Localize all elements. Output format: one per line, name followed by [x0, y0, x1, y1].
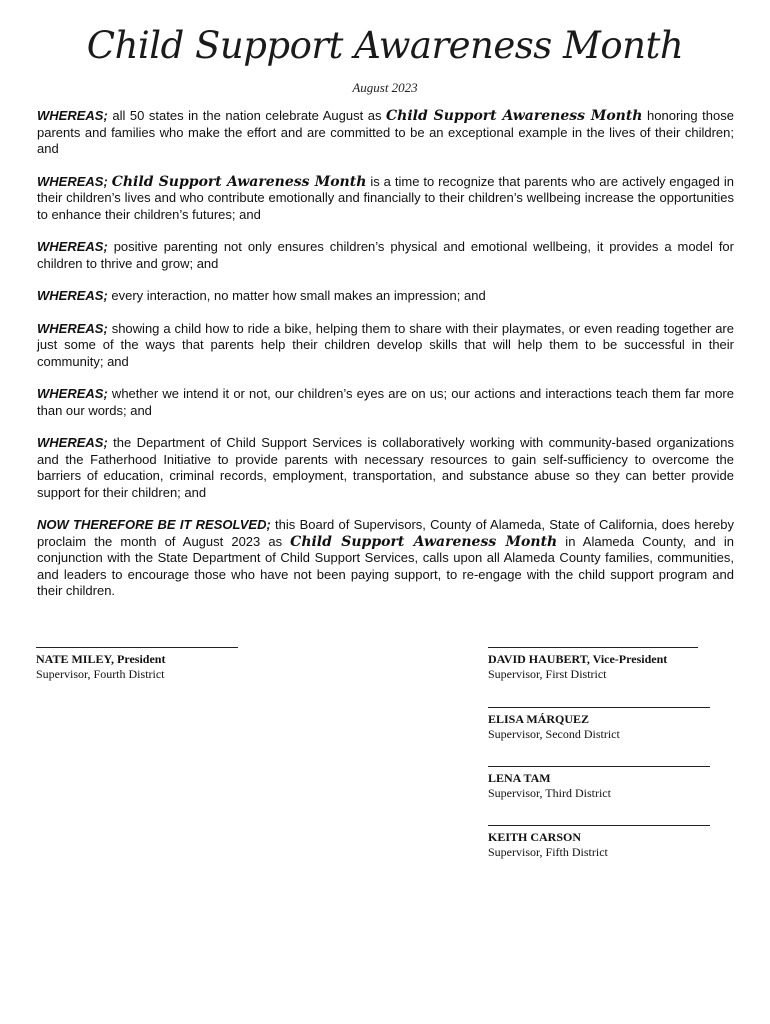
whereas-paragraph-7	[37, 435, 734, 501]
campaign-name: Child Support Awareness Month	[111, 173, 367, 190]
whereas-paragraph-5	[37, 321, 734, 371]
signature-block-carson	[488, 815, 710, 860]
paragraph-text: every interaction, no matter how small makes an impression; and	[107, 288, 486, 303]
paragraph-text: whether we intend it or not, our children’s eyes are on us; our actions and interactions teach them far more than our words; and	[37, 386, 734, 418]
whereas-paragraph-4	[37, 288, 734, 305]
signer-name: ELISA MÁRQUEZ	[488, 712, 590, 726]
paragraph-text: the Department of Child Support Services is collaboratively working with community-based organizations and the Fatherhood Initiative to provide parents with necessary resources to gain self-sufficiency to overcome the barriers of education, criminal records, employment, transportation, and substance abuse so they can better provide support for their children; and	[37, 435, 734, 500]
paragraph-text: positive parenting not only ensures children’s physical and emotional wellbeing, it provides a model for children to thrive and grow; and	[37, 239, 734, 271]
whereas-paragraph-2	[37, 174, 734, 224]
resolved-lead: NOW THEREFORE BE IT RESOLVED;	[37, 517, 271, 532]
signer-name: DAVID HAUBERT, Vice-President	[488, 652, 668, 666]
campaign-name: Child Support Awareness Month	[290, 533, 558, 550]
whereas-lead: WHEREAS;	[37, 108, 108, 123]
page-title: Child Support Awareness Month	[86, 24, 684, 67]
paragraph-text: showing a child how to ride a bike, helping them to share with their playmates, or even reading together are just some of the ways that parents help their children develop skills that will help them to be successful in their community; and	[37, 320, 734, 369]
whereas-lead: WHEREAS;	[37, 173, 108, 189]
signer-role: Supervisor, Third District	[488, 786, 611, 800]
signer-role: Supervisor, Fourth District	[36, 667, 165, 681]
signature-line	[488, 697, 710, 708]
signature-block-tam	[488, 756, 710, 801]
signature-block-miley	[36, 637, 238, 682]
whereas-paragraph-1	[37, 108, 734, 158]
signer-name: KEITH CARSON	[488, 830, 582, 844]
signature-line	[488, 815, 710, 826]
whereas-lead: WHEREAS;	[37, 435, 108, 450]
signature-block-marquez	[488, 697, 710, 742]
campaign-name: Child Support Awareness Month	[386, 108, 643, 124]
paragraph-text: in Alameda County, and in conjunction with the State Department of Child Support Services, calls upon all Alameda County families, communities, and leaders to encourage those who have not been paying support, to re-engage with the child support program and their children.	[37, 533, 734, 598]
whereas-lead: WHEREAS;	[37, 386, 108, 401]
signer-role: Supervisor, Fifth District	[488, 845, 608, 859]
whereas-paragraph-3	[37, 239, 734, 272]
signature-line	[488, 756, 710, 767]
proclamation-body	[37, 108, 734, 616]
resolution-paragraph	[37, 517, 734, 600]
paragraph-text: is a time to recognize that parents who are actively engaged in their children’s lives and who contribute emotionally and financially to their children’s wellbeing increase the opportunities to enhance their children’s futures; and	[37, 173, 734, 222]
whereas-lead: WHEREAS;	[37, 239, 108, 254]
whereas-paragraph-6	[37, 386, 734, 419]
signature-line	[36, 637, 238, 648]
whereas-lead: WHEREAS;	[37, 288, 108, 303]
signer-name: LENA TAM	[488, 771, 551, 785]
signer-role: Supervisor, First District	[488, 667, 607, 681]
signature-line	[488, 637, 698, 648]
paragraph-text: honoring those parents and families who make the effort and are committed to be an exceptional example in the lives of their children; and	[37, 108, 734, 156]
signature-block-haubert	[488, 637, 698, 682]
proclamation-date: August 2023	[352, 80, 418, 95]
paragraph-text: this Board of Supervisors, County of Alameda, State of California, does hereby proclaim the month of August 2023 as	[37, 517, 734, 549]
whereas-lead: WHEREAS;	[37, 320, 108, 336]
signer-name: NATE MILEY, President	[36, 652, 166, 666]
signer-role: Supervisor, Second District	[488, 727, 620, 741]
paragraph-text: all 50 states in the nation celebrate August as	[107, 108, 387, 123]
